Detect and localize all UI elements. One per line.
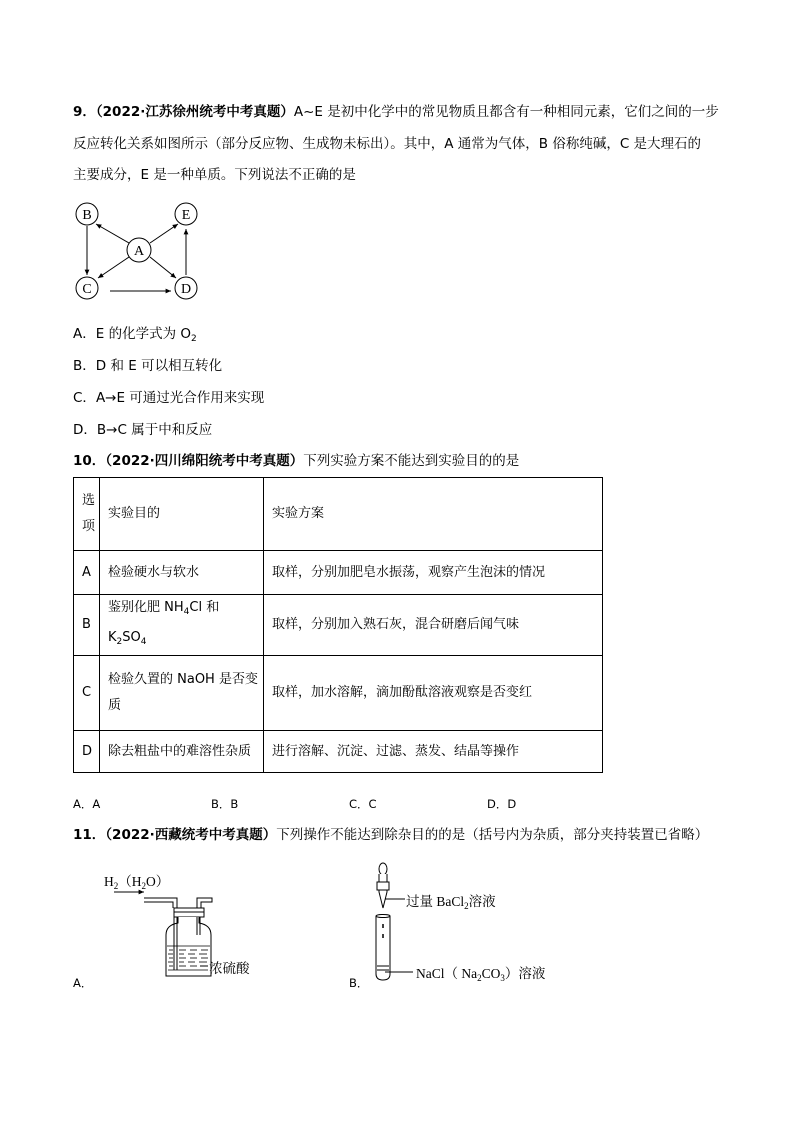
q9-number: 9．: [73, 104, 96, 120]
q9-reaction-diagram: [70, 200, 210, 304]
q9-option-text: E 的化学式为 O: [95, 326, 191, 342]
row-plan: 进行溶解、沉淀、过滤、蒸发、结晶等操作: [264, 731, 603, 773]
q9-option-text: B→C 属于中和反应: [96, 422, 213, 438]
row-plan: 取样，分别加肥皂水振荡，观察产生泡沫的情况: [264, 551, 603, 595]
q9-stem: [73, 96, 719, 128]
q9-option-letter: B．: [73, 358, 96, 374]
q9-line2: 反应转化关系如图所示（部分反应物、生成物未标出）。其中，A 通常为气体，B 俗称纯碱，C 是大理石的: [73, 136, 702, 152]
q10-number: 10．: [73, 453, 106, 469]
header-option: 选 项: [74, 478, 100, 551]
header-plan: 实验方案: [264, 478, 603, 551]
node-c: [76, 277, 98, 299]
header-goal: 实验目的: [100, 478, 264, 551]
figb-reagent-label: 过量 BaCl$_2$溶液: [406, 894, 496, 911]
figb-letter: B．: [349, 976, 369, 990]
node-label: B: [82, 208, 92, 223]
row-option: D: [74, 731, 100, 773]
q10-text: 下列实验方案不能达到实验目的的是: [303, 453, 520, 469]
q10-answer-d[interactable]: D．D: [487, 797, 517, 811]
q11-number: 11．: [73, 827, 106, 843]
q9-line3: 主要成分，E 是一种单质。下列说法不正确的是: [73, 167, 356, 183]
q9-option-letter: D．: [73, 422, 97, 438]
arrow-a-to-c: [98, 257, 129, 278]
table-row: [74, 595, 603, 656]
q10-source: （2022·四川绵阳统考中考真题）: [105, 453, 304, 469]
node-d: [175, 277, 197, 299]
q11-stem: [73, 824, 708, 846]
row-plan: 取样，加水溶解，滴加酚酞溶液观察是否变红: [264, 656, 603, 731]
row-goal: 除去粗盐中的难溶性杂质: [100, 731, 264, 773]
q9-option-b[interactable]: [73, 355, 222, 377]
q10-table: [73, 477, 603, 773]
q9-option-letter: C．: [73, 390, 96, 406]
node-label: D: [180, 282, 192, 297]
arrow-a-to-d: [150, 257, 176, 278]
q9-source: （2022·江苏徐州统考中考真题）: [95, 104, 294, 120]
q9-option-c[interactable]: [73, 387, 264, 409]
q11-text: 下列操作不能达到除杂目的的是（括号内为杂质，部分夹持装置已省略）: [276, 827, 709, 843]
q10-answer-a[interactable]: A．A: [73, 797, 101, 811]
table-row: [74, 656, 603, 731]
row-option: B: [74, 595, 100, 656]
q9-line1: A~E 是初中化学中的常见物质且都含有一种相同元素，它们之间的一步: [293, 104, 719, 120]
node-label: A: [133, 244, 145, 259]
q9-option-letter: A．: [73, 326, 96, 342]
arrow-a-to-b: [96, 224, 129, 243]
q9-option-a[interactable]: [73, 323, 197, 350]
q9-option-text: D 和 E 可以相互转化: [95, 358, 223, 374]
arrow-a-to-e: [150, 224, 178, 243]
gas-washing-bottle: [100, 880, 220, 980]
row-option: C: [74, 656, 100, 731]
node-a: [127, 238, 151, 262]
q11-source: （2022·西藏统考中考真题）: [105, 827, 277, 843]
node-label: E: [181, 208, 191, 223]
row-plan: 取样，分别加入熟石灰，混合研磨后闻气味: [264, 595, 603, 656]
table-row: [74, 551, 603, 595]
q9-option-text: A→E 可通过光合作用来实现: [95, 390, 265, 406]
q9-option-d[interactable]: [73, 419, 212, 441]
q10-stem: [73, 450, 519, 472]
row-option: A: [74, 551, 100, 595]
figb-solution-label: NaCl（ $Na_2CO_3$）溶液: [416, 966, 546, 983]
table-row: [74, 731, 603, 773]
row-goal: 检验久置的 NaOH 是否变 质: [100, 656, 264, 731]
q9-option-subscript: 2: [191, 334, 197, 344]
figa-letter: A．: [73, 976, 93, 990]
row-goal: 鉴别化肥 $NH_4Cl$ 和 $K_2SO_4$: [100, 595, 264, 656]
q10-answer-b[interactable]: B．B: [211, 797, 239, 811]
figa-liquid-label: 浓硫酸: [209, 961, 250, 977]
table-header-row: [74, 478, 603, 551]
node-label: C: [82, 282, 92, 297]
node-e: [175, 203, 197, 225]
figa-gas-label: $H_2(H_2O)$: [104, 874, 170, 891]
node-b: [76, 203, 98, 225]
q10-answer-c[interactable]: C．C: [349, 797, 377, 811]
row-goal: 检验硬水与软水: [100, 551, 264, 595]
